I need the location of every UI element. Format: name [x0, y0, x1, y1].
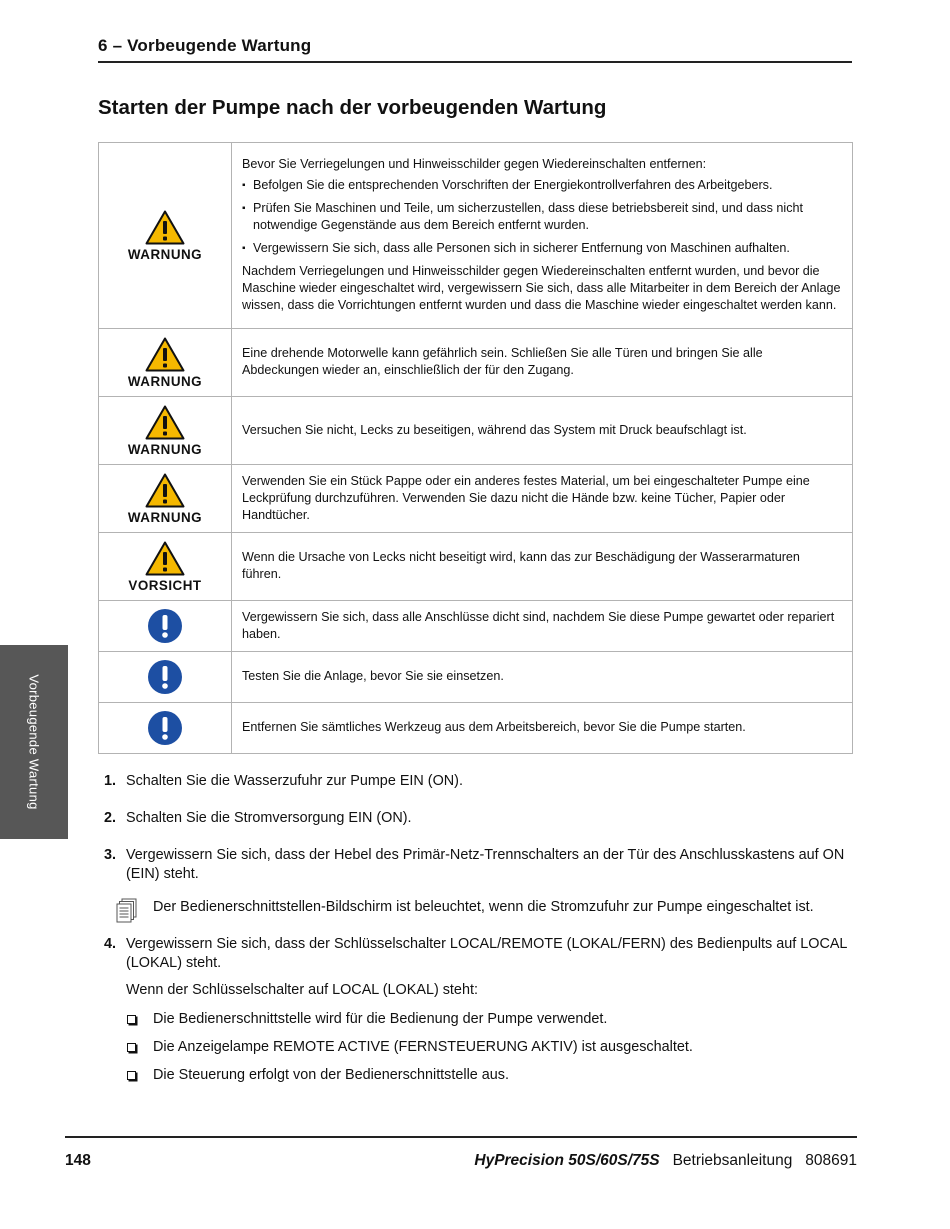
- step-text: Vergewissern Sie sich, dass der Hebel des Primär-Netz-Trennschalters an der Tür des Anschlusskastens auf ON (EIN) steht.: [126, 847, 845, 882]
- warning-bullet: ▪ Vergewissern Sie sich, dass alle Personen sich in sicherer Entfernung von Maschinen aufhalten.: [242, 240, 842, 257]
- warning-triangle-icon: [145, 337, 185, 372]
- notice-text: Testen Sie die Anlage, bevor Sie sie einsetzen.: [232, 652, 853, 703]
- warning-triangle-icon: [145, 541, 185, 576]
- checkbox-item: Die Anzeigelampe REMOTE ACTIVE (FERNSTEUERUNG AKTIV) ist ausgeschaltet.: [126, 1038, 848, 1057]
- side-tab-label: Vorbeugende Wartung: [26, 674, 42, 810]
- exclamation-circle-icon: [147, 659, 183, 695]
- page-title: Starten der Pumpe nach der vorbeugenden Wartung: [98, 96, 607, 119]
- notice-row: [99, 601, 853, 652]
- signal-word: WARNUNG: [127, 509, 203, 525]
- page-footer: [65, 1136, 857, 1176]
- document-type: Betriebsanleitung: [672, 1152, 793, 1169]
- signal-word: WARNUNG: [127, 246, 203, 262]
- document-code: 808691: [805, 1152, 857, 1169]
- warning-icon-cell: [99, 397, 232, 465]
- warning-text: Eine drehende Motorwelle kann gefährlich sein. Schließen Sie alle Türen und bringen Sie alle Abdeckungen wieder an, einschließlich der für den Zugang.: [232, 329, 853, 397]
- side-tab: [0, 645, 68, 839]
- warning-bullet: ▪ Befolgen Sie die entsprechenden Vorschriften der Energiekontrollverfahren des Arbeitgebers.: [242, 177, 842, 194]
- warning-icon-cell: [99, 143, 232, 329]
- procedure-steps: [98, 772, 848, 1094]
- step-text: Vergewissern Sie sich, dass der Schlüsselschalter LOCAL/REMOTE (LOKAL/FERN) des Bedienpults auf LOCAL (LOKAL) steht.: [126, 936, 847, 971]
- warning-triangle-icon: [145, 473, 185, 508]
- warning-outro: Nachdem Verriegelungen und Hinweisschilder gegen Wiedereinschalten entfernt wurden, und bevor die Maschine wieder eingeschaltet wird, vergewissern Sie sich, dass alle Mitarbeiter in dem Bereich der Anlage wissen, dass die Vorrichtungen entfernt wurden und dass die Maschine wieder eingeschaltet werden kann.: [242, 264, 841, 312]
- notice-row: [99, 703, 853, 754]
- note: [98, 898, 848, 917]
- warning-triangle-icon: [145, 405, 185, 440]
- warning-icon-cell: [99, 465, 232, 533]
- warning-row: [99, 329, 853, 397]
- step-number: 4.: [104, 936, 117, 952]
- safety-table: [98, 142, 853, 754]
- warning-row: [99, 465, 853, 533]
- warning-row: [99, 397, 853, 465]
- signal-word: WARNUNG: [127, 441, 203, 457]
- chapter-title: 6 – Vorbeugende Wartung: [98, 36, 312, 55]
- step-number: 3.: [104, 847, 117, 863]
- procedure-step: [98, 809, 848, 828]
- warning-triangle-icon: [145, 210, 185, 245]
- warning-bullet: ▪ Prüfen Sie Maschinen und Teile, um sicherzustellen, dass diese betriebsbereit sind, und dass nicht notwendige Gegenstände aus dem Bereich entfernt wurden.: [242, 200, 842, 234]
- procedure-step: [98, 846, 848, 884]
- procedure-step: [98, 935, 848, 973]
- product-name: HyPrecision 50S/60S/75S: [474, 1152, 660, 1169]
- warning-text: [232, 143, 853, 329]
- caution-text: Wenn die Ursache von Lecks nicht beseitigt wird, kann das zur Beschädigung der Wasserarmaturen führen.: [232, 533, 853, 601]
- warning-row: [99, 143, 853, 329]
- checkbox-list: [98, 1010, 848, 1085]
- checkbox-item: Die Steuerung erfolgt von der Bedienerschnittstelle aus.: [126, 1066, 848, 1085]
- caution-row: [99, 533, 853, 601]
- step-text: Schalten Sie die Wasserzufuhr zur Pumpe EIN (ON).: [126, 773, 463, 789]
- warning-bullet-list: [242, 177, 842, 257]
- note-text: Der Bedienerschnittstellen-Bildschirm ist beleuchtet, wenn die Stromzufuhr zur Pumpe eingeschaltet ist.: [153, 899, 814, 915]
- step-text: Schalten Sie die Stromversorgung EIN (ON).: [126, 810, 412, 826]
- page-number: 148: [65, 1152, 91, 1169]
- warning-icon-cell: [99, 329, 232, 397]
- notice-text: Vergewissern Sie sich, dass alle Anschlüsse dicht sind, nachdem Sie diese Pumpe gewartet oder repariert haben.: [232, 601, 853, 652]
- exclamation-circle-icon: [147, 608, 183, 644]
- step-paragraph: Wenn der Schlüsselschalter auf LOCAL (LOKAL) steht:: [126, 982, 478, 998]
- exclamation-circle-icon: [147, 710, 183, 746]
- chapter-header: [98, 36, 852, 63]
- notice-icon-cell: [99, 601, 232, 652]
- signal-word: WARNUNG: [127, 373, 203, 389]
- procedure-step: [98, 772, 848, 791]
- notice-text: Entfernen Sie sämtliches Werkzeug aus dem Arbeitsbereich, bevor Sie die Pumpe starten.: [232, 703, 853, 754]
- notice-icon-cell: [99, 652, 232, 703]
- notice-row: [99, 652, 853, 703]
- signal-word: VORSICHT: [128, 577, 202, 593]
- checkbox-item: Die Bedienerschnittstelle wird für die Bedienung der Pumpe verwendet.: [126, 1010, 848, 1029]
- note-pages-icon: [116, 898, 138, 924]
- warning-text: Versuchen Sie nicht, Lecks zu beseitigen, während das System mit Druck beaufschlagt ist.: [232, 397, 853, 465]
- warning-intro: Bevor Sie Verriegelungen und Hinweisschilder gegen Wiedereinschalten entfernen:: [242, 157, 707, 171]
- footer-document-info: [474, 1152, 857, 1170]
- warning-text: Verwenden Sie ein Stück Pappe oder ein anderes festes Material, um bei eingeschalteter Pumpe eine Leckprüfung durchzuführen. Verwenden Sie dazu nicht die Hände bzw. keine Tücher, Papier oder Handtücher.: [232, 465, 853, 533]
- caution-icon-cell: [99, 533, 232, 601]
- step-number: 2.: [104, 810, 117, 826]
- step-number: 1.: [104, 773, 117, 789]
- notice-icon-cell: [99, 703, 232, 754]
